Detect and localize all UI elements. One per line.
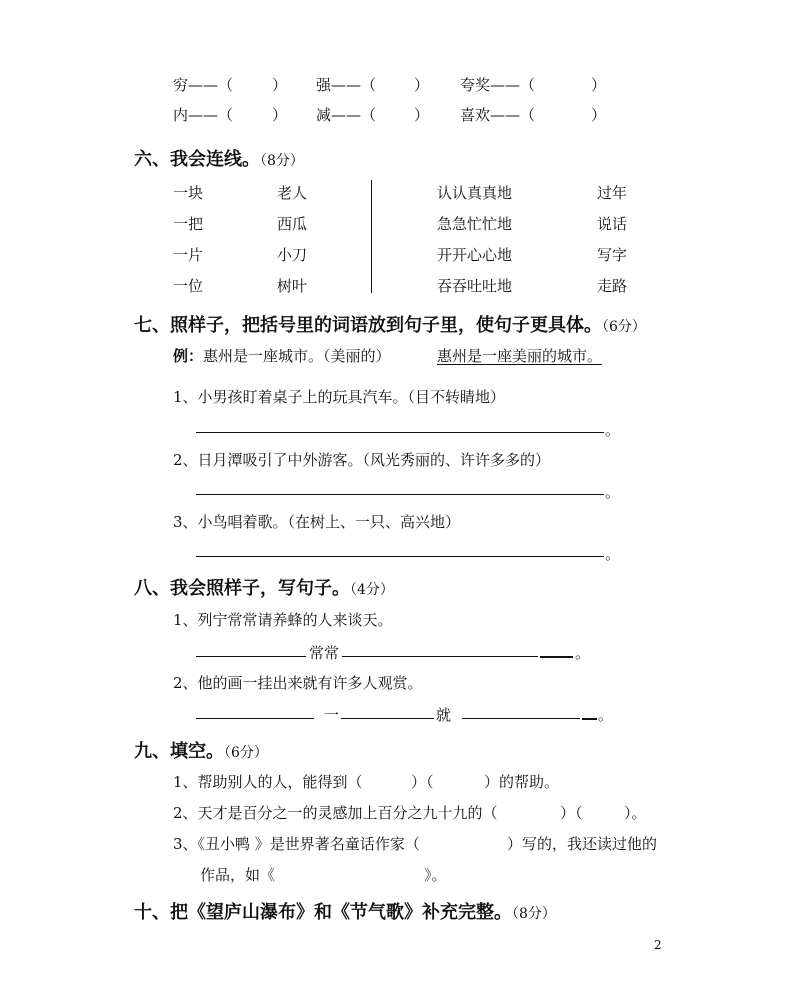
match-item[interactable]: 一位 (173, 277, 204, 295)
antonym-item: 内——（ (173, 106, 234, 124)
match-item[interactable]: 一把 (173, 215, 204, 233)
answer-line[interactable] (342, 656, 538, 657)
answer-line[interactable] (196, 656, 306, 657)
s7-item-3: 3、小鸟唱着歌。（在树上、一只、高兴地） (173, 513, 461, 531)
match-item[interactable]: 西瓜 (277, 215, 308, 233)
answer-line[interactable] (462, 718, 580, 719)
s9-item-3-part-c: 作品，如《 (200, 866, 276, 884)
antonym-item: 减——（ (316, 106, 377, 124)
s8-item-1: 1、列宁常常请养蜂的人来谈天。 (173, 611, 393, 629)
answer-line[interactable] (196, 556, 604, 557)
s9-item-3-part-d: 》。 (424, 866, 447, 884)
s9-item-1-part-a: 1、帮助别人的人，能得到（ (173, 773, 363, 791)
pattern-word: 一 (324, 706, 340, 724)
match-item[interactable]: 说话 (597, 215, 628, 233)
antonym-blank-close[interactable]: ） (272, 76, 288, 94)
example-line (173, 345, 391, 366)
example-sentence: 惠州是一座城市。（美丽的） (203, 347, 391, 365)
match-item[interactable]: 老人 (277, 184, 308, 202)
s9-item-3-part-a: 3、《丑小鸭 》是世界著名童话作家（ (173, 835, 420, 853)
answer-line[interactable] (196, 718, 314, 719)
pattern-word: 常常 (309, 644, 340, 662)
antonym-item: 喜欢——（ (460, 106, 536, 124)
section-6-heading: 六、我会连线。（8分） (134, 149, 304, 170)
antonym-blank-close[interactable]: ） (591, 106, 607, 124)
s9-item-2-part-c: ）。 (624, 804, 647, 822)
match-item[interactable]: 小刀 (277, 246, 308, 264)
match-left-b (277, 178, 307, 302)
answer-line[interactable] (341, 718, 434, 719)
antonym-item: 穷——（ (173, 76, 234, 94)
divider-line (371, 180, 372, 293)
match-right-a (437, 178, 512, 302)
match-item[interactable]: 一片 (173, 246, 204, 264)
s9-item-3-part-b: ）写的，我还读过他的 (507, 835, 658, 853)
s9-item-2-part-b[interactable]: ）（ (560, 804, 583, 822)
match-item[interactable]: 吞吞吐吐地 (437, 277, 513, 295)
answer-line[interactable] (540, 656, 573, 658)
period: 。 (605, 483, 621, 501)
s7-item-2: 2、日月潭吸引了中外游客。（风光秀丽的、许许多多的） (173, 451, 551, 469)
page-number: 2 (654, 938, 662, 952)
match-item[interactable]: 树叶 (277, 277, 308, 295)
s9-item-2-part-a: 2、天才是百分之一的灵感加上百分之九十九的（ (173, 804, 498, 822)
match-item[interactable]: 走路 (597, 277, 628, 295)
antonym-blank-close[interactable]: ） (414, 76, 430, 94)
antonym-blank-close[interactable]: ） (272, 106, 288, 124)
match-item[interactable]: 认认真真地 (437, 184, 513, 202)
s9-item-1-part-b[interactable]: ）（ (411, 773, 434, 791)
antonym-blank-close[interactable]: ） (414, 106, 430, 124)
period: 。 (598, 706, 614, 724)
section-8-heading: 八、我会照样子，写句子。（4分） (134, 578, 394, 599)
period: 。 (605, 421, 621, 439)
section-7-heading: 七、照样子，把括号里的词语放到句子里，使句子更具体。（6分） (134, 315, 646, 336)
answer-line[interactable] (196, 432, 604, 433)
match-right-b (597, 178, 627, 302)
s8-item-2: 2、他的画一挂出来就有许多人观赏。 (173, 674, 423, 692)
section-9-heading: 九、填空。（6分） (134, 741, 268, 762)
example-label: 例： (173, 347, 204, 365)
match-item[interactable]: 一块 (173, 184, 204, 202)
antonym-item: 夸奖——（ (460, 76, 536, 94)
section-10-heading: 十、把《望庐山瀑布》和《节气歌》补充完整。（8分） (134, 902, 556, 923)
match-item[interactable]: 开开心心地 (437, 246, 513, 264)
antonym-blank-close[interactable]: ） (591, 76, 607, 94)
match-left-a (173, 178, 203, 302)
period: 。 (575, 644, 591, 662)
answer-line[interactable] (196, 494, 604, 495)
antonym-item: 强——（ (316, 76, 377, 94)
example-answer: 惠州是一座美丽的城市。 (437, 347, 603, 365)
answer-line[interactable] (582, 718, 597, 720)
match-item[interactable]: 写字 (597, 246, 628, 264)
period: 。 (605, 545, 621, 563)
s7-item-1: 1、小男孩盯着桌子上的玩具汽车。（目不转睛地） (173, 388, 506, 406)
pattern-word: 就 (436, 706, 452, 724)
s9-item-1-part-c: ）的帮助。 (484, 773, 560, 791)
match-item[interactable]: 过年 (597, 184, 628, 202)
match-item[interactable]: 急急忙忙地 (437, 215, 513, 233)
